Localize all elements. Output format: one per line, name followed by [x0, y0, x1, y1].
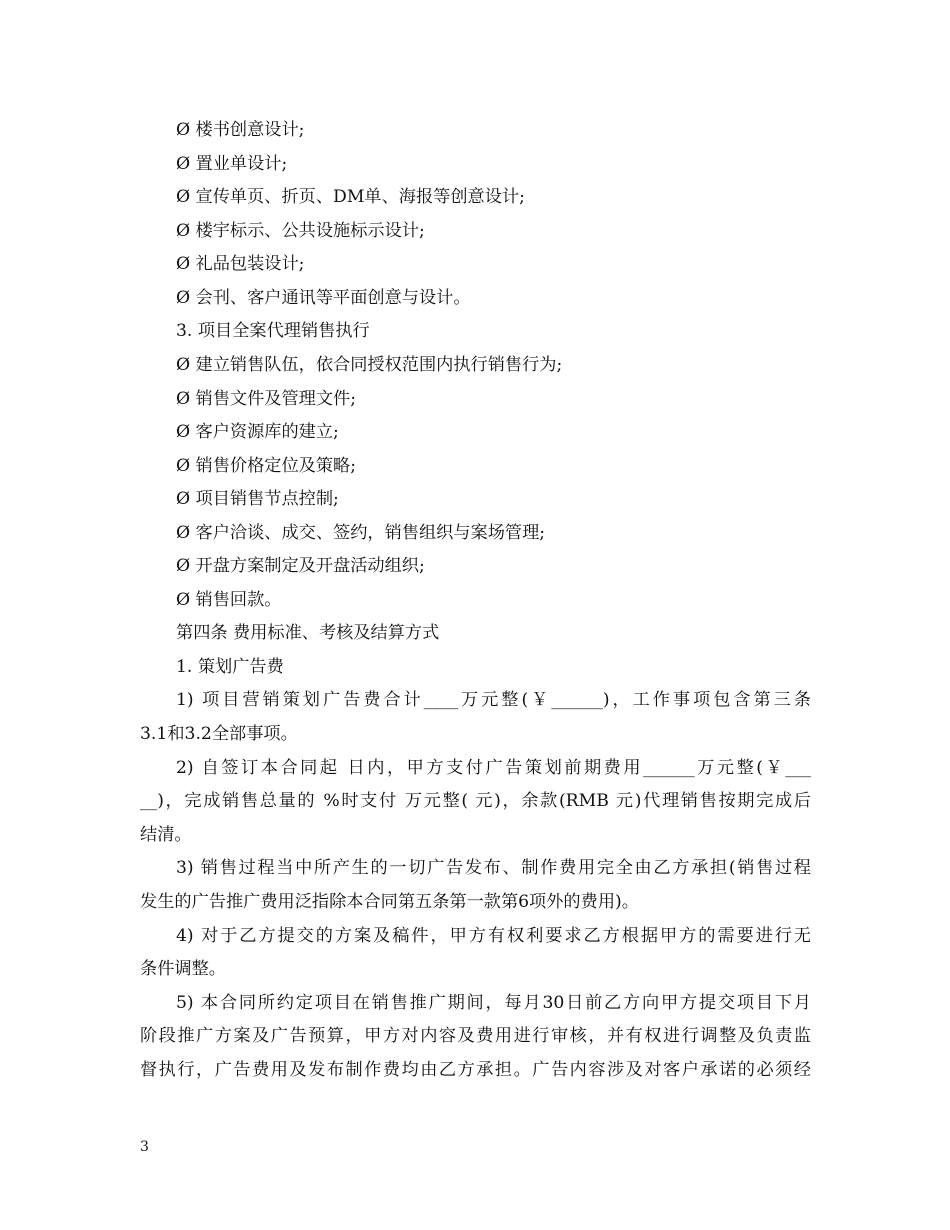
bullet-item: Ø 建立销售队伍，依合同授权范围内执行销售行为; [176, 355, 563, 375]
bullet-item: Ø 置业单设计; [176, 154, 288, 174]
paragraph-line: 结清。 [140, 825, 192, 845]
bullet-item: Ø 宣传单页、折页、DM单、海报等创意设计; [176, 187, 525, 207]
page-number: 3 [140, 1139, 149, 1155]
bullet-item: Ø 项目销售节点控制; [176, 489, 339, 509]
bullet-item: Ø 销售文件及管理文件; [176, 389, 357, 409]
paragraph-line: 4) 对于乙方提交的方案及稿件，甲方有权利要求乙方根据甲方的需要进行无 [176, 926, 811, 946]
article-heading: 第四条 费用标准、考核及结算方式 [176, 623, 440, 643]
paragraph-line: 3.1和3.2全部事项。 [140, 724, 298, 744]
bullet-item: Ø 销售回款。 [176, 590, 282, 610]
bullet-item: Ø 销售价格定位及策略; [176, 456, 357, 476]
paragraph-line: 5) 本合同所约定项目在销售推广期间，每月30日前乙方向甲方提交项目下月 [176, 993, 811, 1013]
bullet-item: Ø 礼品包装设计; [176, 254, 305, 274]
paragraph-line: 2) 自签订本合同起 日内，甲方支付广告策划前期费用______万元整(￥___ [176, 758, 811, 778]
paragraph-line: 发生的广告推广费用泛指除本合同第五条第一款第6项外的费用)。 [140, 892, 639, 912]
bullet-item: Ø 客户洽谈、成交、签约，销售组织与案场管理; [176, 523, 546, 543]
paragraph-line: __)，完成销售总量的 %时支付 万元整( 元)，余款(RMB 元)代理销售按期完成后 [140, 791, 811, 811]
paragraph-line: 督执行，广告费用及发布制作费均由乙方承担。广告内容涉及对客户承诺的必须经 [140, 1060, 811, 1080]
bullet-item: Ø 楼宇标示、公共设施标示设计; [176, 221, 425, 241]
bullet-item: Ø 会刊、客户通讯等平面创意与设计。 [176, 288, 471, 308]
subsection-heading: 1. 策划广告费 [176, 657, 284, 677]
bullet-item: Ø 开盘方案制定及开盘活动组织; [176, 556, 425, 576]
bullet-item: Ø 客户资源库的建立; [176, 422, 339, 442]
paragraph-line: 1) 项目营销策划广告费合计____万元整(￥______)，工作事项包含第三条 [176, 690, 811, 710]
paragraph-line: 条件调整。 [140, 959, 226, 979]
section-heading: 3. 项目全案代理销售执行 [176, 321, 370, 341]
paragraph-line: 阶段推广方案及广告预算，甲方对内容及费用进行审核，并有权进行调整及负责监 [140, 1026, 811, 1046]
bullet-item: Ø 楼书创意设计; [176, 120, 305, 140]
paragraph-line: 3) 销售过程当中所产生的一切广告发布、制作费用完全由乙方承担(销售过程 [176, 858, 811, 878]
